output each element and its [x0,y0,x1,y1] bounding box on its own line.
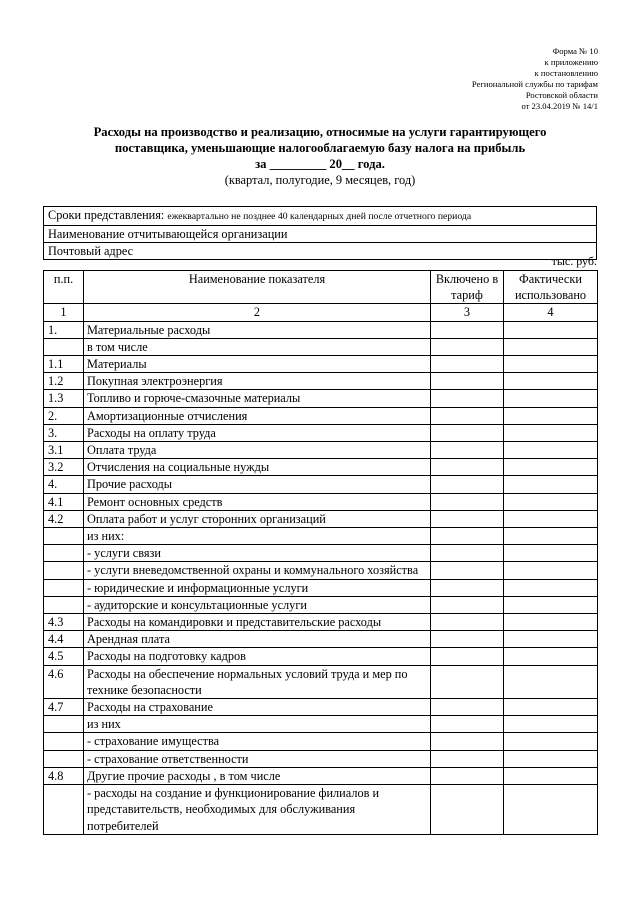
form-ref-line: от 23.04.2019 № 14/1 [521,100,598,111]
table-row [44,767,598,784]
table-row [44,493,598,510]
info-table [43,206,597,260]
actually-used-cell [504,338,598,355]
actually-used-cell [504,562,598,579]
row-name: в том числе [84,338,431,355]
title-line: Расходы на производство и реализацию, относимые на услуги гарантирующего [93,125,547,139]
row-number: 4.7 [44,699,84,716]
column-number: 2 [84,304,431,321]
table-row [44,424,598,441]
row-number: 3. [44,424,84,441]
info-row-deadline [44,207,597,226]
row-number: 4.3 [44,614,84,631]
table-row [44,579,598,596]
row-number: 4.6 [44,665,84,698]
row-number: 3.2 [44,459,84,476]
org-name-label: Наименование отчитывающейся организации [44,226,597,243]
actually-used-cell [504,785,598,835]
row-name: Расходы на страхование [84,699,431,716]
actually-used-cell [504,390,598,407]
included-in-tariff-cell [431,631,504,648]
table-row [44,665,598,698]
included-in-tariff-cell [431,733,504,750]
table-row [44,338,598,355]
row-name: Расходы на командировки и представительские расходы [84,614,431,631]
table-row [44,596,598,613]
table-row [44,390,598,407]
included-in-tariff-cell [431,493,504,510]
actually-used-cell [504,716,598,733]
actually-used-cell [504,510,598,527]
row-number [44,596,84,613]
row-number: 2. [44,407,84,424]
table-row [44,510,598,527]
row-name: Расходы на оплату труда [84,424,431,441]
row-name: Амортизационные отчисления [84,407,431,424]
row-name: Расходы на обеспечение нормальных условий труда и мер по технике безопасности [84,665,431,698]
table-row [44,407,598,424]
document-title [40,124,600,172]
actually-used-cell [504,476,598,493]
included-in-tariff-cell [431,750,504,767]
form-ref-line: к постановлению [534,67,598,78]
included-in-tariff-cell [431,407,504,424]
form-ref-line: Ростовской области [525,89,598,100]
form-ref-line: Форма № 10 [552,46,598,56]
row-name: - страхование имущества [84,733,431,750]
table-row [44,614,598,631]
row-number [44,562,84,579]
title-period-line: за _________ 20__ года. [255,157,385,171]
row-number [44,733,84,750]
expenses-table [43,270,598,835]
included-in-tariff-cell [431,338,504,355]
actually-used-cell [504,459,598,476]
header-cell: п.п. [44,271,84,304]
row-number: 3.1 [44,442,84,459]
table-row [44,648,598,665]
row-name: Оплата труда [84,442,431,459]
row-name: из них: [84,528,431,545]
actually-used-cell [504,356,598,373]
row-name: Арендная плата [84,631,431,648]
row-name: - страхование ответственности [84,750,431,767]
actually-used-cell [504,614,598,631]
info-row-org-name [44,226,597,243]
included-in-tariff-cell [431,767,504,784]
header-cell: Включено в тариф [431,271,504,304]
row-number: 4.8 [44,767,84,784]
period-note: (квартал, полугодие, 9 месяцев, год) [224,173,416,187]
row-number: 4. [44,476,84,493]
table-row [44,373,598,390]
deadline-text: ежеквартально не позднее 40 календарных дней после отчетного периода [167,211,472,222]
title-line: поставщика, уменьшающие налогооблагаемую базу налога на прибыль [114,141,526,155]
form-ref-line: Региональной службы по тарифам [471,78,598,89]
included-in-tariff-cell [431,699,504,716]
table-row [44,321,598,338]
actually-used-cell [504,648,598,665]
row-name: - услуги вневедомственной охраны и коммунального хозяйства [84,562,431,579]
row-number: 1.1 [44,356,84,373]
row-name: Материальные расходы [84,321,431,338]
row-name: из них [84,716,431,733]
included-in-tariff-cell [431,459,504,476]
included-in-tariff-cell [431,442,504,459]
included-in-tariff-cell [431,579,504,596]
included-in-tariff-cell [431,596,504,613]
included-in-tariff-cell [431,476,504,493]
actually-used-cell [504,767,598,784]
row-number [44,338,84,355]
units-label: тыс. руб. [551,254,597,268]
table-row [44,785,598,835]
table-row [44,562,598,579]
row-name: - расходы на создание и функционирование филиалов и представительств, необходимых для обслуживания потребителей [84,785,431,835]
actually-used-cell [504,442,598,459]
included-in-tariff-cell [431,424,504,441]
actually-used-cell [504,407,598,424]
row-name: Прочие расходы [84,476,431,493]
included-in-tariff-cell [431,648,504,665]
actually-used-cell [504,733,598,750]
row-number [44,528,84,545]
table-row [44,545,598,562]
row-number: 4.1 [44,493,84,510]
form-ref-line: к приложению [544,56,598,67]
included-in-tariff-cell [431,390,504,407]
included-in-tariff-cell [431,321,504,338]
row-name: Покупная электроэнергия [84,373,431,390]
actually-used-cell [504,665,598,698]
included-in-tariff-cell [431,716,504,733]
row-number: 4.4 [44,631,84,648]
row-number [44,716,84,733]
actually-used-cell [504,631,598,648]
row-number: 1.2 [44,373,84,390]
row-number [44,785,84,835]
row-name: Отчисления на социальные нужды [84,459,431,476]
table-row [44,442,598,459]
actually-used-cell [504,545,598,562]
row-number: 4.2 [44,510,84,527]
row-number: 1.3 [44,390,84,407]
header-row [44,271,598,304]
row-name: - аудиторские и консультационные услуги [84,596,431,613]
included-in-tariff-cell [431,373,504,390]
header-cell: Фактически использовано [504,271,598,304]
included-in-tariff-cell [431,785,504,835]
table-row [44,716,598,733]
actually-used-cell [504,750,598,767]
row-name: - юридические и информационные услуги [84,579,431,596]
deadline-label: Сроки представления: [48,208,165,222]
included-in-tariff-cell [431,614,504,631]
form-reference [398,46,598,111]
column-number-row [44,304,598,321]
row-number [44,579,84,596]
row-name: Другие прочие расходы , в том числе [84,767,431,784]
table-row [44,750,598,767]
row-number: 1. [44,321,84,338]
table-row [44,476,598,493]
row-name: Материалы [84,356,431,373]
actually-used-cell [504,596,598,613]
address-label: Почтовый адрес [44,243,597,260]
included-in-tariff-cell [431,356,504,373]
table-row [44,699,598,716]
included-in-tariff-cell [431,545,504,562]
row-number [44,750,84,767]
row-name: Топливо и горюче-смазочные материалы [84,390,431,407]
column-number: 1 [44,304,84,321]
header-cell: Наименование показателя [84,271,431,304]
row-number [44,545,84,562]
included-in-tariff-cell [431,562,504,579]
actually-used-cell [504,321,598,338]
table-row [44,528,598,545]
actually-used-cell [504,493,598,510]
table-row [44,631,598,648]
actually-used-cell [504,699,598,716]
row-name: Оплата работ и услуг сторонних организаций [84,510,431,527]
row-name: - услуги связи [84,545,431,562]
row-name: Ремонт основных средств [84,493,431,510]
actually-used-cell [504,579,598,596]
row-name: Расходы на подготовку кадров [84,648,431,665]
actually-used-cell [504,373,598,390]
actually-used-cell [504,424,598,441]
table-row [44,356,598,373]
included-in-tariff-cell [431,528,504,545]
table-row [44,459,598,476]
included-in-tariff-cell [431,665,504,698]
actually-used-cell [504,528,598,545]
included-in-tariff-cell [431,510,504,527]
info-row-address [44,243,597,260]
table-row [44,733,598,750]
column-number: 3 [431,304,504,321]
row-number: 4.5 [44,648,84,665]
column-number: 4 [504,304,598,321]
